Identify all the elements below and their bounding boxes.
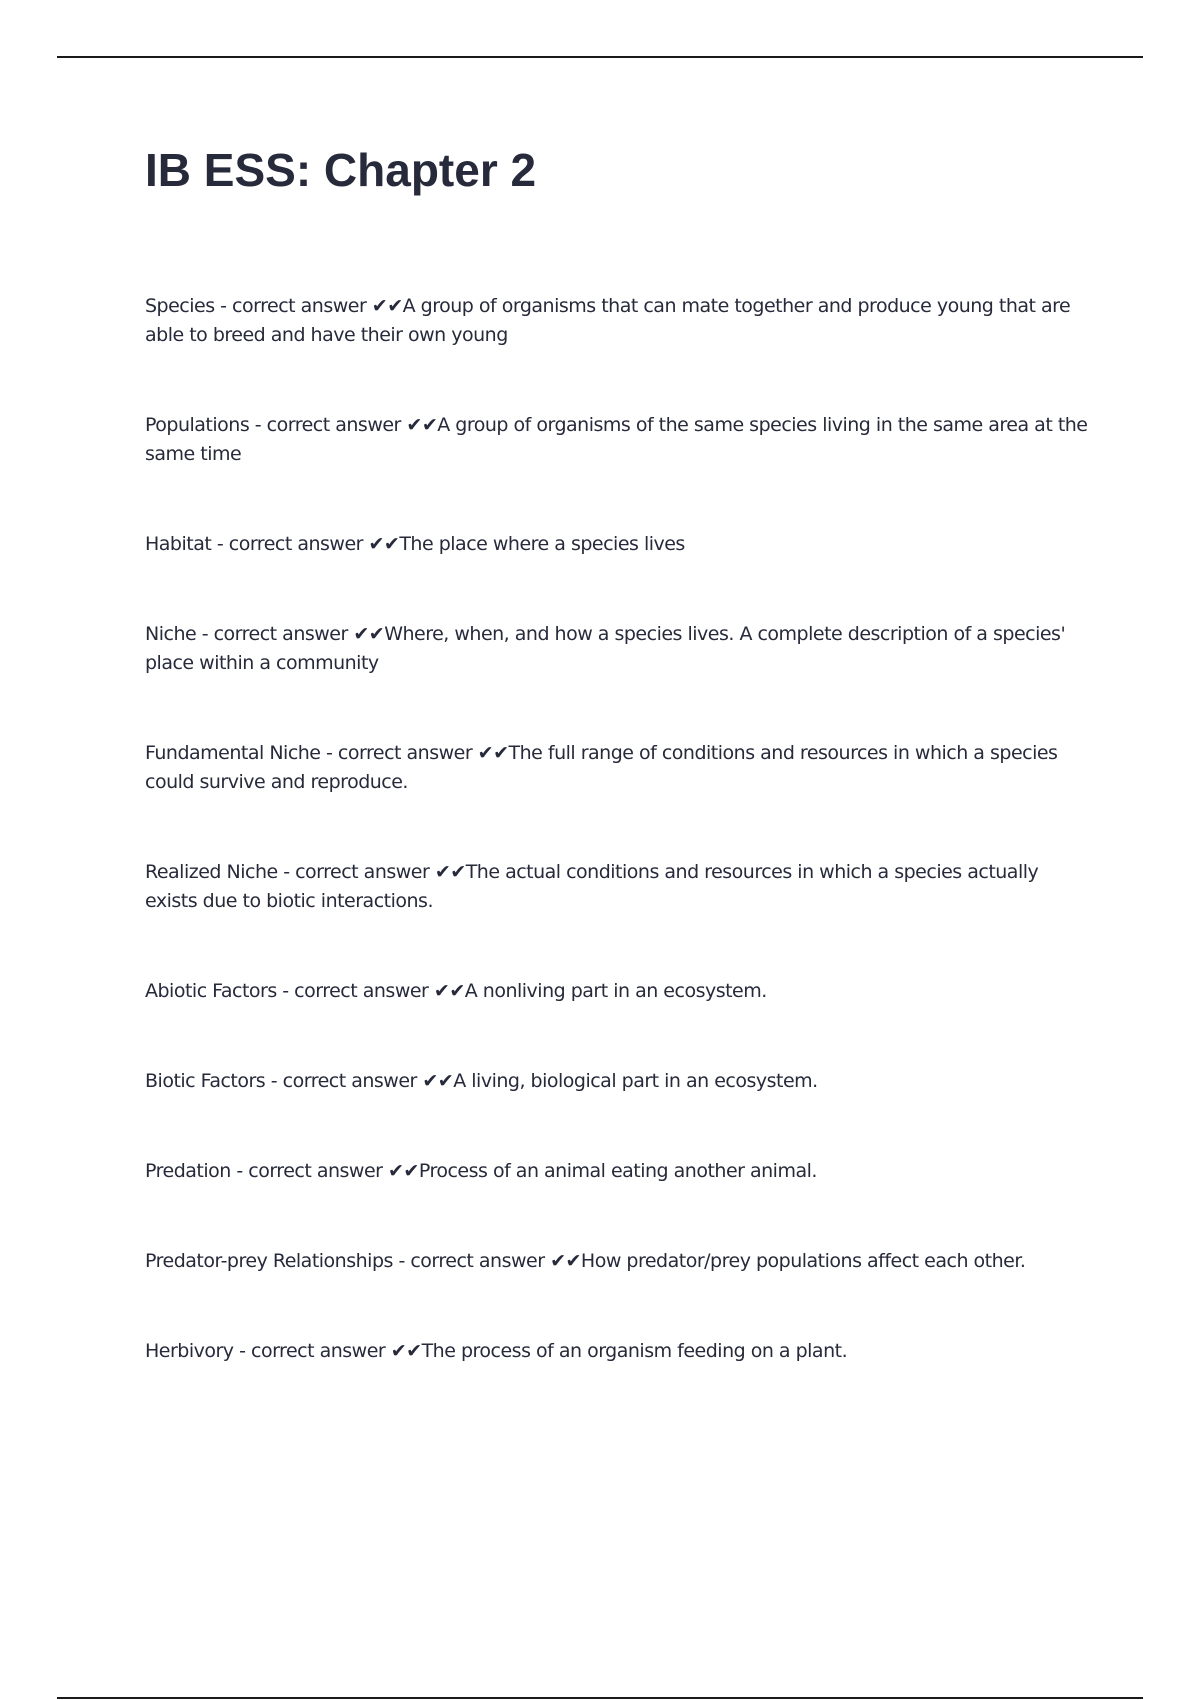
entry-separator: - correct answer	[230, 1160, 388, 1182]
entry-definition: A group of organisms of the same species living in the same area at the same time	[145, 414, 1088, 465]
entry-definition: The full range of conditions and resources in which a species could survive and reproduce.	[145, 742, 1058, 793]
check-icon: ✔✔	[390, 1340, 422, 1362]
entry-term: Niche	[145, 623, 197, 645]
list-item	[145, 1337, 1095, 1366]
list-item	[145, 530, 1095, 559]
entry-definition: Process of an animal eating another animal.	[418, 1160, 817, 1182]
entry-term: Predation	[145, 1160, 231, 1182]
check-icon: ✔✔	[371, 295, 403, 317]
check-icon: ✔✔	[387, 1160, 419, 1182]
entry-definition: The process of an organism feeding on a plant.	[421, 1340, 848, 1362]
entry-separator: - correct answer	[265, 1070, 423, 1092]
entry-definition: Where, when, and how a species lives. A complete description of a species' place within a community	[145, 623, 1066, 674]
list-item	[145, 1247, 1095, 1276]
page-title: IB ESS: Chapter 2	[145, 144, 537, 196]
top-divider	[57, 56, 1143, 58]
list-item	[145, 858, 1095, 916]
check-icon: ✔✔	[353, 623, 385, 645]
check-icon: ✔✔	[550, 1250, 581, 1272]
check-icon: ✔✔	[434, 861, 466, 883]
entry-separator: - correct answer	[214, 295, 372, 317]
bottom-divider	[57, 1697, 1143, 1699]
entry-definition: A nonliving part in an ecosystem.	[464, 980, 767, 1002]
entry-term: Realized Niche	[145, 861, 278, 883]
entry-term: Abiotic Factors	[145, 980, 277, 1002]
list-item	[145, 1157, 1095, 1186]
entry-term: Species	[145, 295, 215, 317]
list-item	[145, 977, 1095, 1006]
flashcard-list	[145, 292, 1095, 1366]
list-item	[145, 1067, 1095, 1096]
entry-definition: A group of organisms that can mate together and produce young that are able to breed and have their own young	[145, 295, 1071, 346]
entry-separator: - correct answer	[196, 623, 354, 645]
entry-term: Habitat	[145, 533, 212, 555]
list-item	[145, 292, 1095, 350]
entry-separator: - correct answer	[320, 742, 478, 764]
entry-separator: - correct answer	[211, 533, 369, 555]
check-icon: ✔✔	[406, 414, 438, 436]
entry-definition: The place where a species lives	[399, 533, 685, 555]
entry-term: Fundamental Niche	[145, 742, 321, 764]
entry-definition: How predator/prey populations affect each other.	[580, 1250, 1026, 1272]
entry-term: Populations	[145, 414, 250, 436]
entry-definition: The actual conditions and resources in which a species actually exists due to biotic interactions.	[145, 861, 1039, 912]
entry-separator: - correct answer	[233, 1340, 391, 1362]
check-icon: ✔✔	[477, 742, 509, 764]
entry-separator: - correct answer	[392, 1250, 551, 1272]
entry-term: Predator-prey Relationships	[145, 1250, 393, 1272]
list-item	[145, 620, 1095, 678]
list-item	[145, 411, 1095, 469]
check-icon: ✔✔	[433, 980, 465, 1002]
entry-separator: - correct answer	[277, 861, 435, 883]
entry-separator: - correct answer	[276, 980, 434, 1002]
entry-term: Herbivory	[145, 1340, 234, 1362]
entry-definition: A living, biological part in an ecosystem.	[453, 1070, 818, 1092]
entry-separator: - correct answer	[249, 414, 407, 436]
list-item	[145, 739, 1095, 797]
check-icon: ✔✔	[368, 533, 400, 555]
check-icon: ✔✔	[422, 1070, 454, 1092]
entry-term: Biotic Factors	[145, 1070, 266, 1092]
